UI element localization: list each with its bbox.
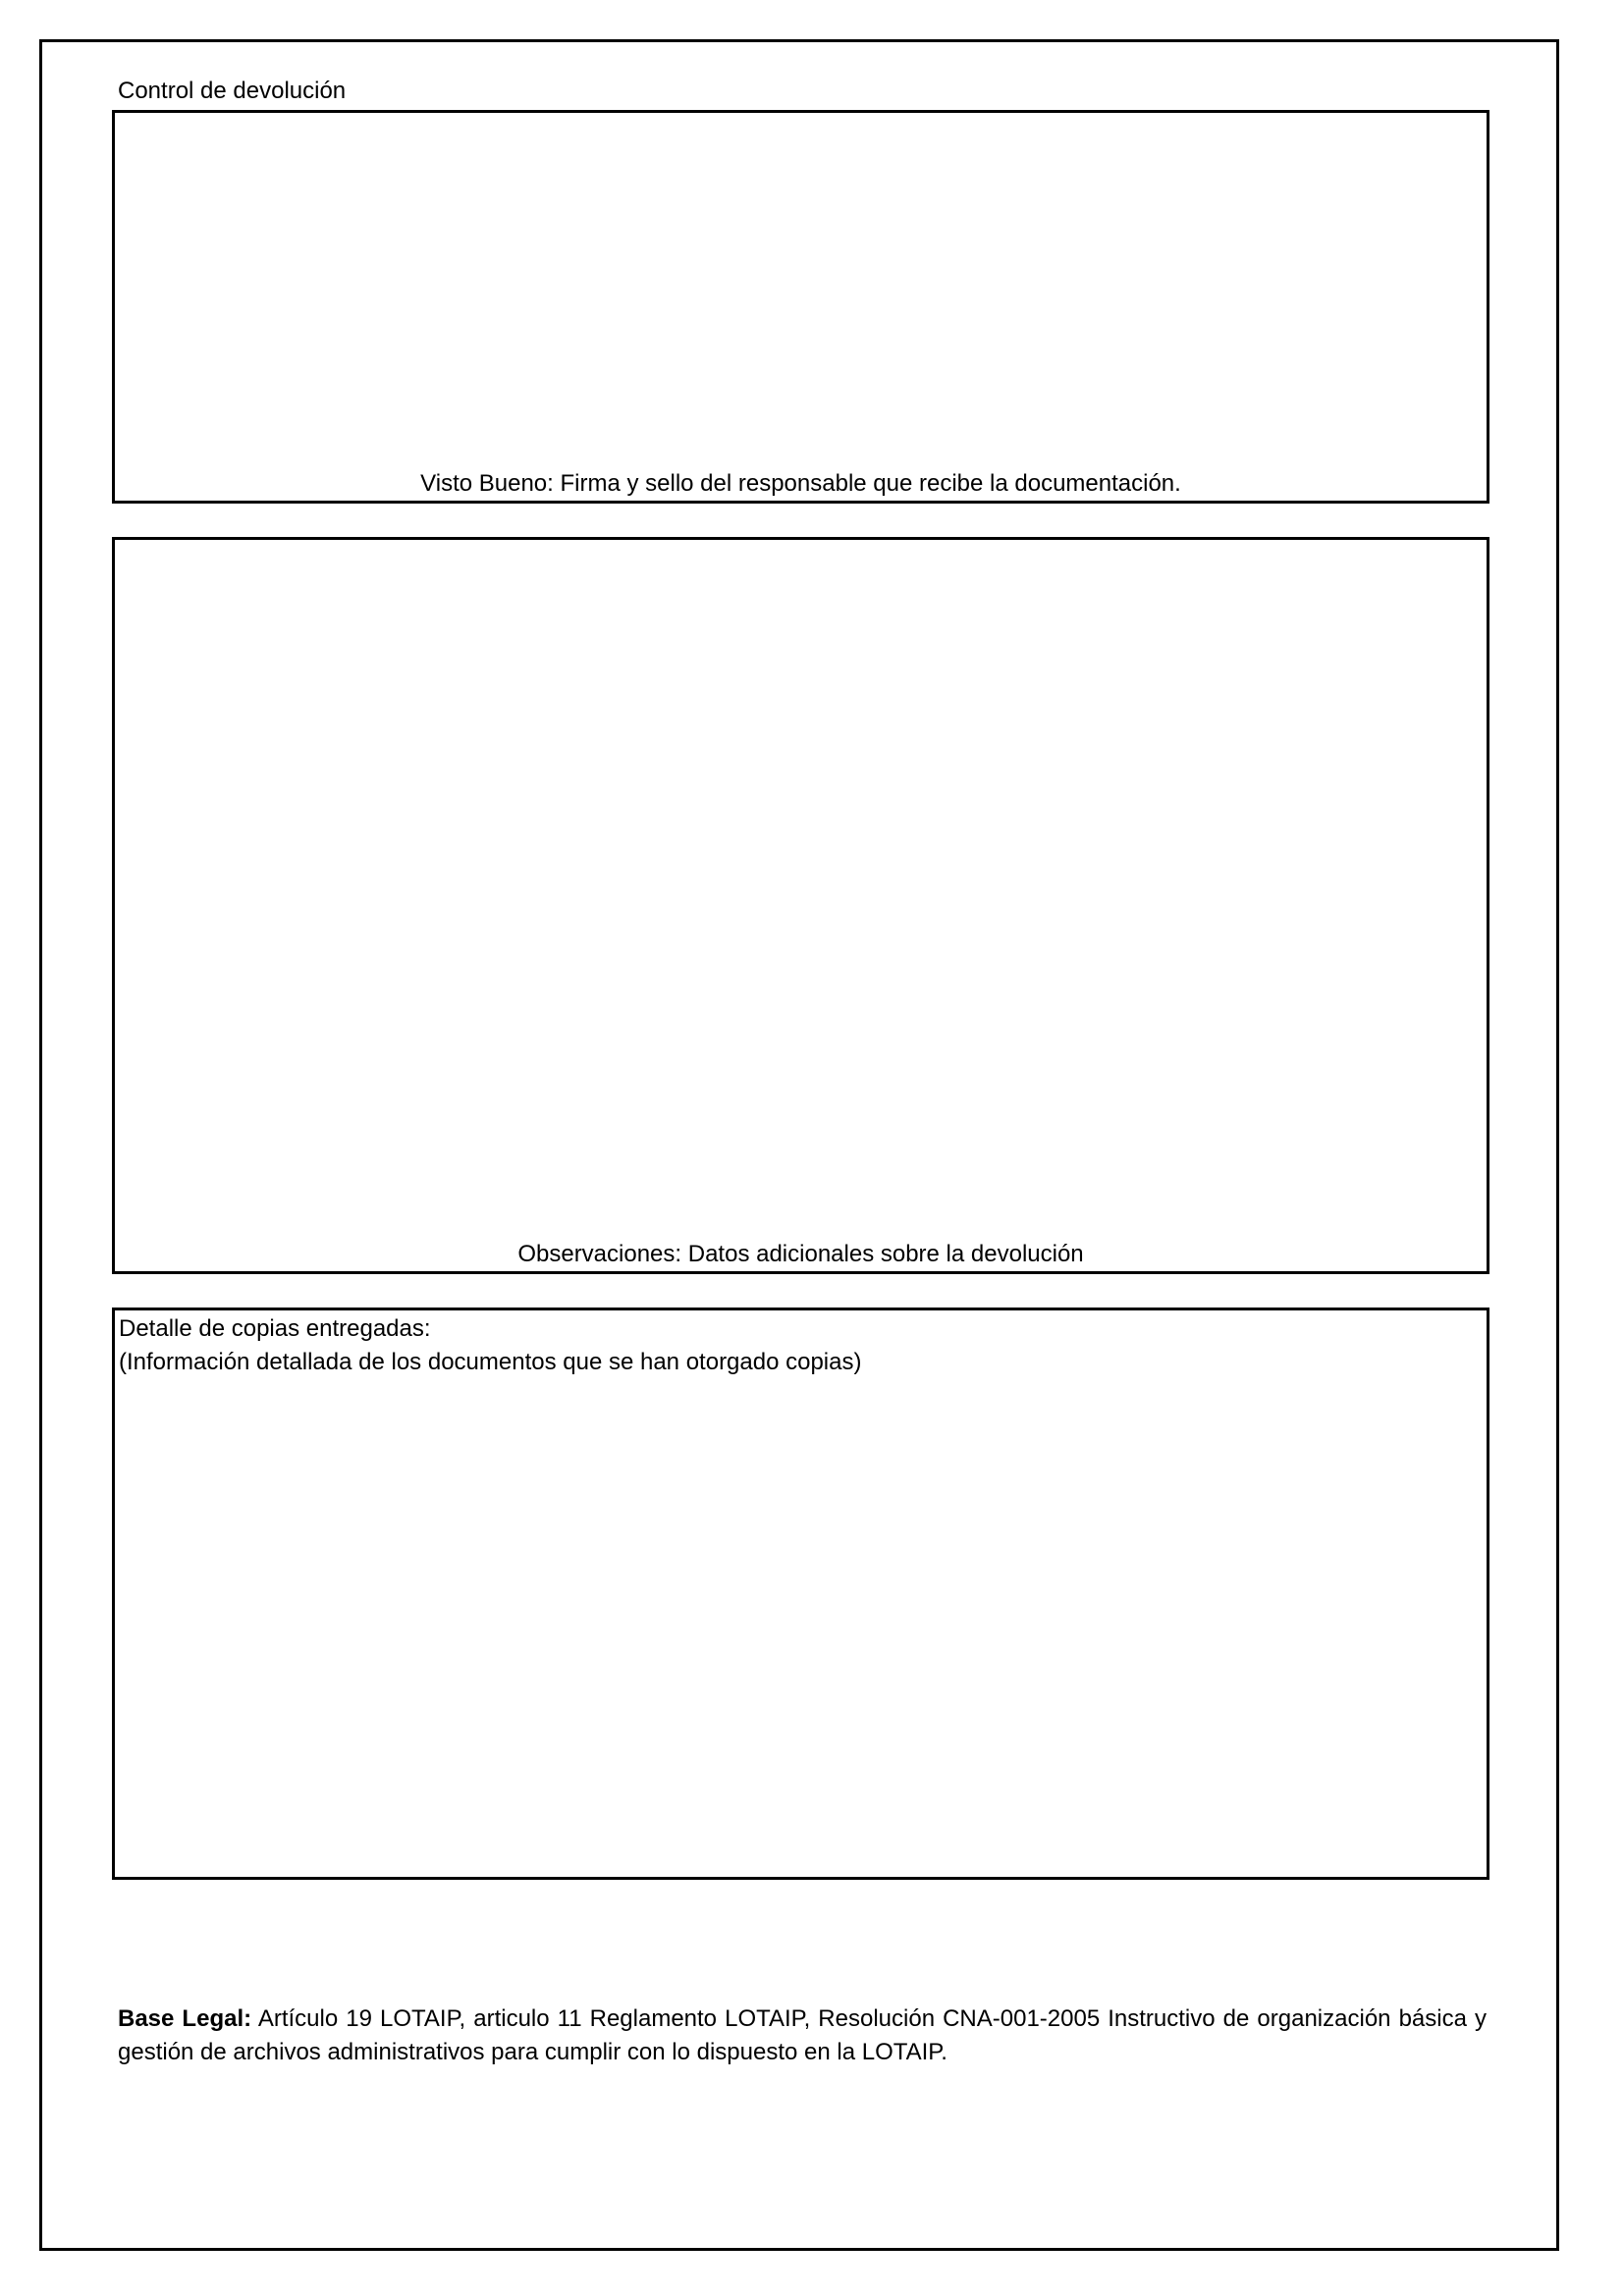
return-control-heading: Control de devolución (118, 78, 347, 104)
legal-basis-paragraph (118, 2002, 1487, 2069)
approval-caption: Visto Bueno: Firma y sello del responsable que recibe la documentación. (420, 470, 1181, 497)
legal-basis-label: Base Legal: (118, 2005, 252, 2032)
observations-box[interactable] (112, 537, 1489, 1274)
approval-signature-box[interactable] (112, 110, 1489, 504)
copies-detail-header (119, 1312, 861, 1379)
legal-basis-text: Artículo 19 LOTAIP, articulo 11 Reglamento LOTAIP, Resolución CNA-001-2005 Instructivo de organización básica y gestión de archivos administrativos para cumplir con lo dispuesto en la LOTAIP. (118, 2005, 1488, 2065)
copies-detail-title: Detalle de copias entregadas: (119, 1315, 431, 1342)
copies-detail-box[interactable] (112, 1308, 1489, 1880)
copies-detail-subtitle: (Información detallada de los documentos que se han otorgado copias) (119, 1349, 862, 1375)
observations-caption: Observaciones: Datos adicionales sobre la devolución (517, 1241, 1084, 1267)
